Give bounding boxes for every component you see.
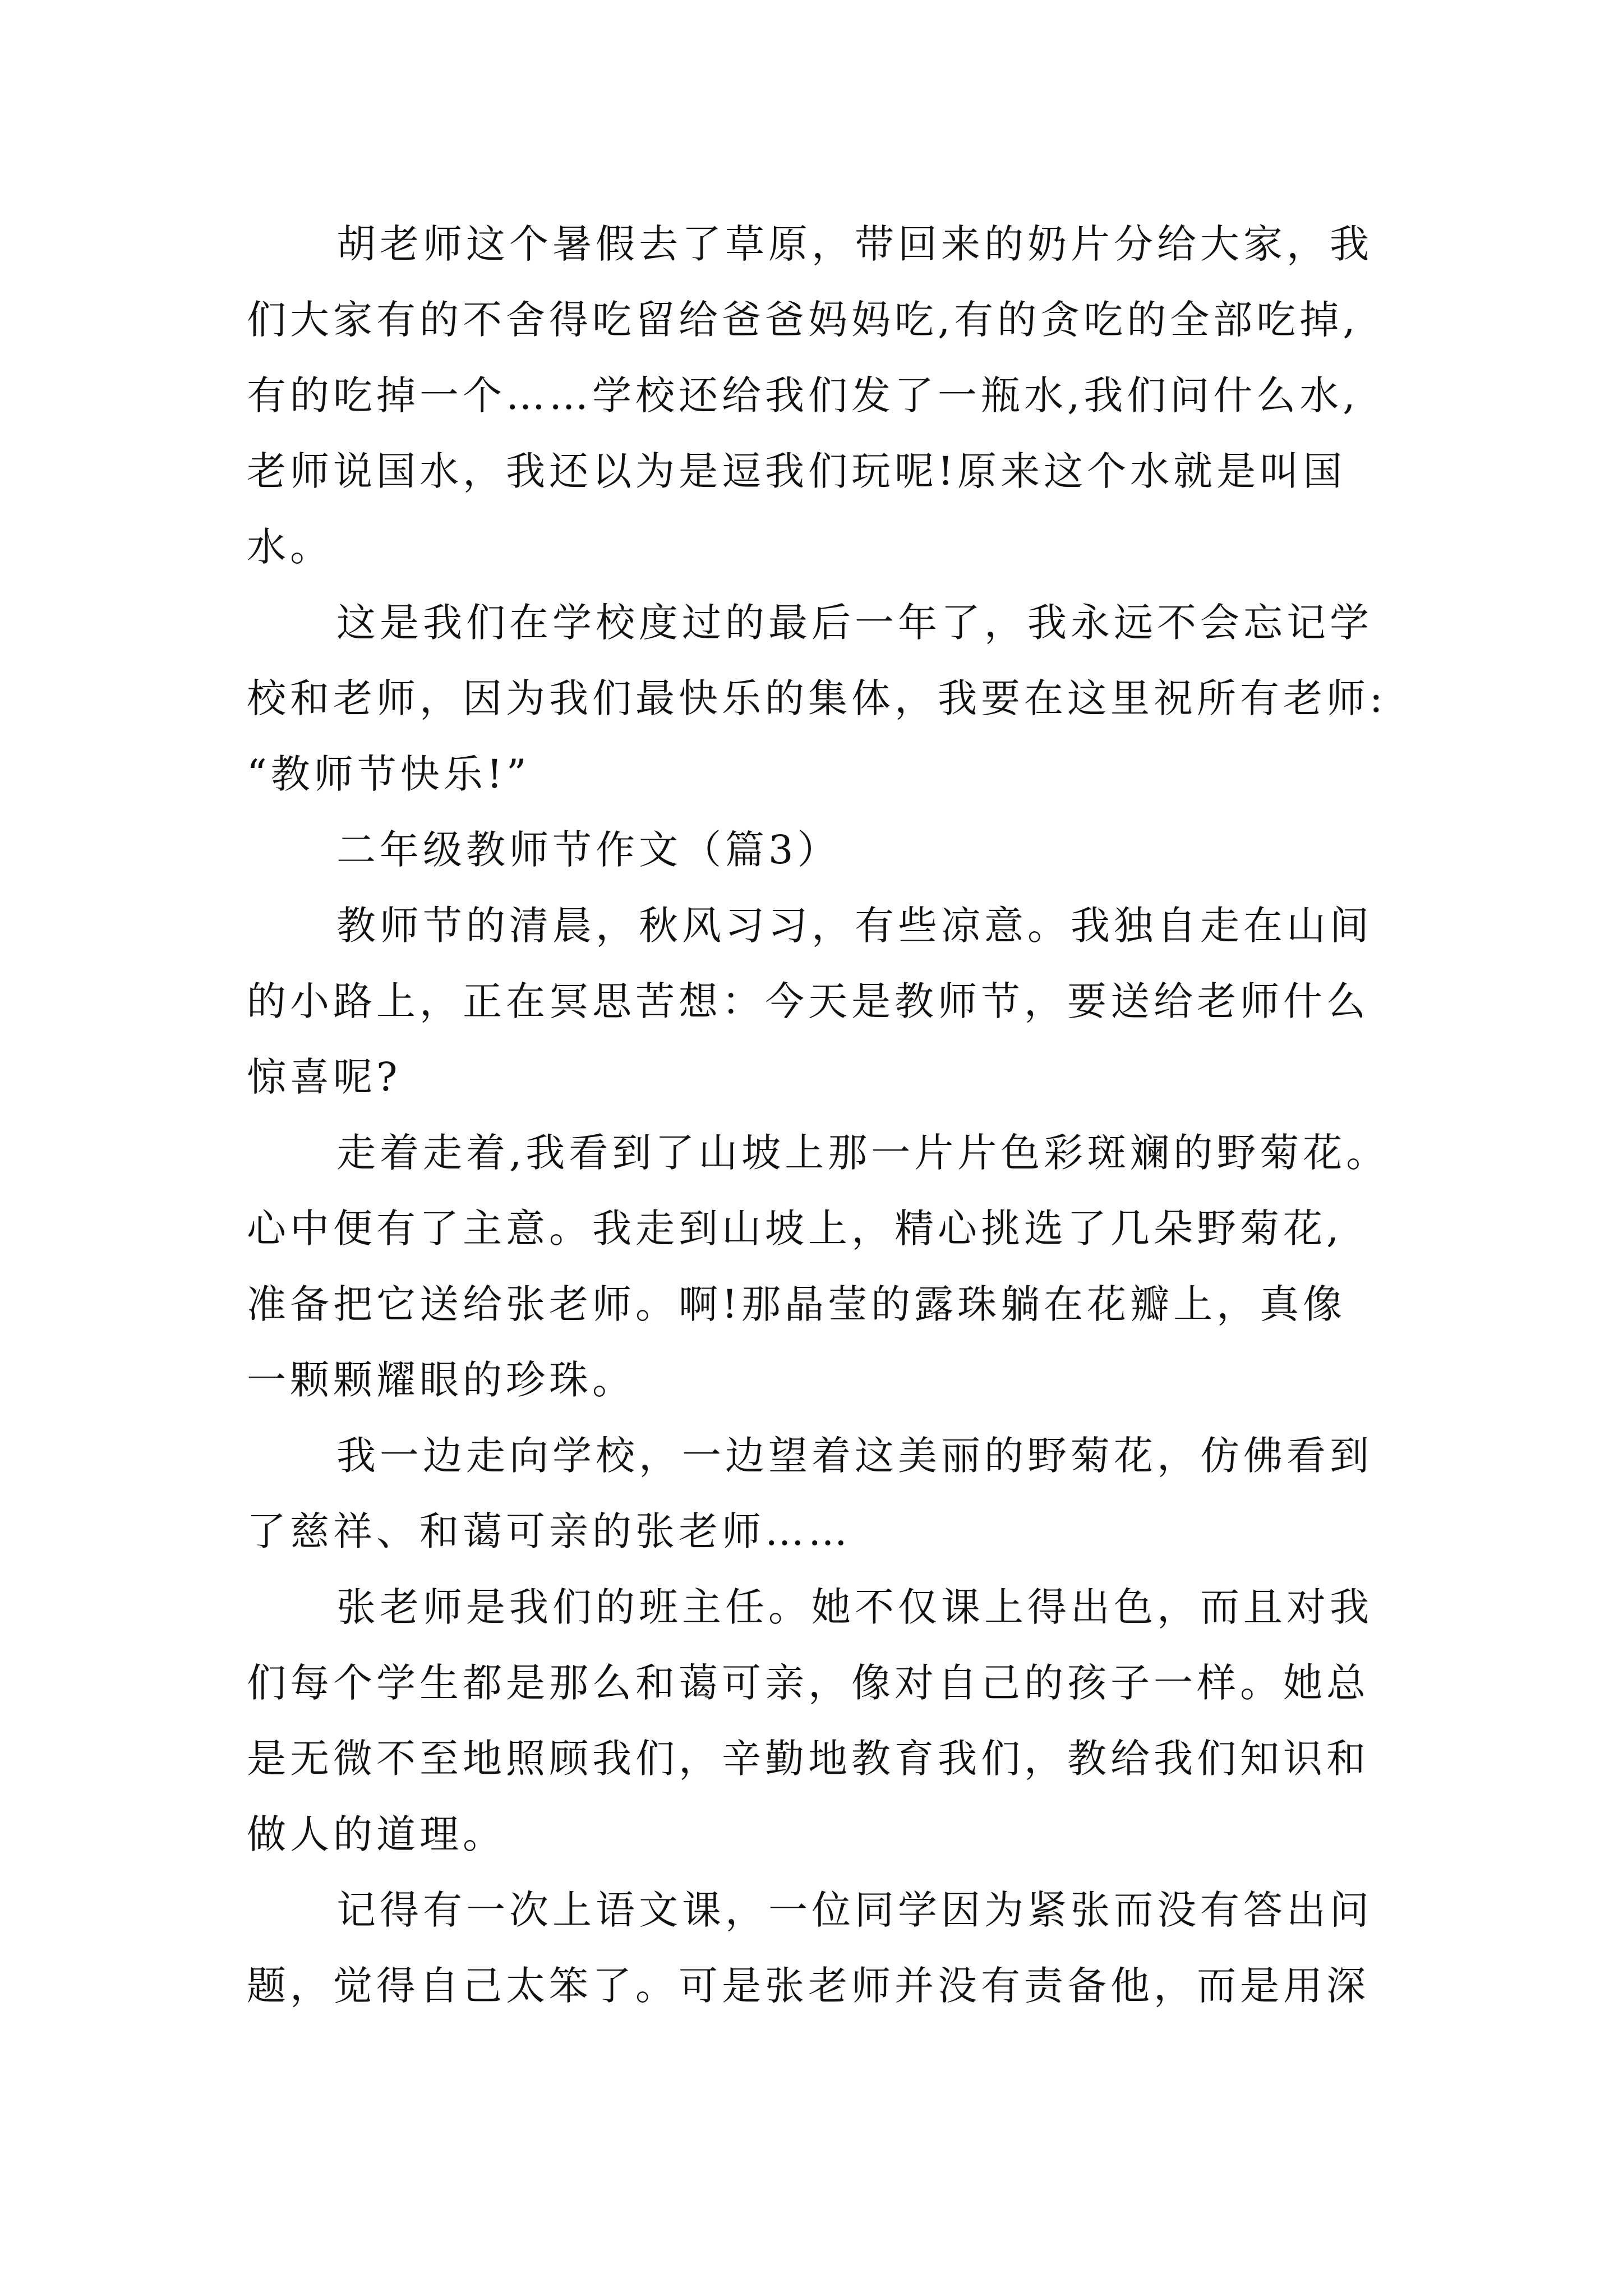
text-line: 准备把它送给张老师。啊!那晶莹的露珠躺在花瓣上，真像 xyxy=(247,1281,1347,1327)
text-line: 胡老师这个暑假去了草原，带回来的奶片分给大家，我 xyxy=(336,221,1373,267)
text-line: 惊喜呢? xyxy=(247,1054,402,1100)
text-line: 做人的道理。 xyxy=(247,1811,506,1857)
text-line: 走着走着,我看到了山坡上那一片片色彩斑斓的野菊花。 xyxy=(336,1130,1390,1176)
text-line: 的小路上，正在冥思苦想：今天是教师节，要送给老师什么 xyxy=(247,978,1370,1024)
text-line: 校和老师，因为我们最快乐的集体，我要在这里祝所有老师: xyxy=(247,675,1387,721)
text-line: 们每个学生都是那么和蔼可亲，像对自己的孩子一样。她总 xyxy=(247,1660,1370,1706)
text-line: 一颗颗耀眼的珍珠。 xyxy=(247,1357,635,1403)
section-heading: 二年级教师节作文（篇3） xyxy=(336,827,841,873)
text-line: 是无微不至地照顾我们，辛勤地教育我们，教给我们知识和 xyxy=(247,1736,1370,1782)
text-line: 水。 xyxy=(247,524,333,570)
text-line: 了慈祥、和蔼可亲的张老师…… xyxy=(247,1508,851,1554)
text-line: 记得有一次上语文课，一位同学因为紧张而没有答出问 xyxy=(336,1887,1373,1933)
text-line: 这是我们在学校度过的最后一年了，我永远不会忘记学 xyxy=(336,600,1373,646)
text-line: 心中便有了主意。我走到山坡上，精心挑选了几朵野菊花, xyxy=(247,1205,1343,1251)
text-line: 有的吃掉一个……学校还给我们发了一瓶水,我们问什么水, xyxy=(247,372,1359,418)
text-line: 我一边走向学校，一边望着这美丽的野菊花，仿佛看到 xyxy=(336,1433,1373,1479)
text-line: 教师节的清晨，秋风习习，有些凉意。我独自走在山间 xyxy=(336,903,1373,949)
text-line: 题，觉得自己太笨了。可是张老师并没有责备他，而是用深 xyxy=(247,1963,1370,2009)
text-line: 张老师是我们的班主任。她不仅课上得出色，而且对我 xyxy=(336,1584,1373,1630)
text-line: 老师说国水，我还以为是逗我们玩呢!原来这个水就是叫国 xyxy=(247,448,1347,494)
text-line: “教师节快乐!” xyxy=(247,751,531,797)
text-line: 们大家有的不舍得吃留给爸爸妈妈吃,有的贪吃的全部吃掉, xyxy=(247,297,1359,343)
